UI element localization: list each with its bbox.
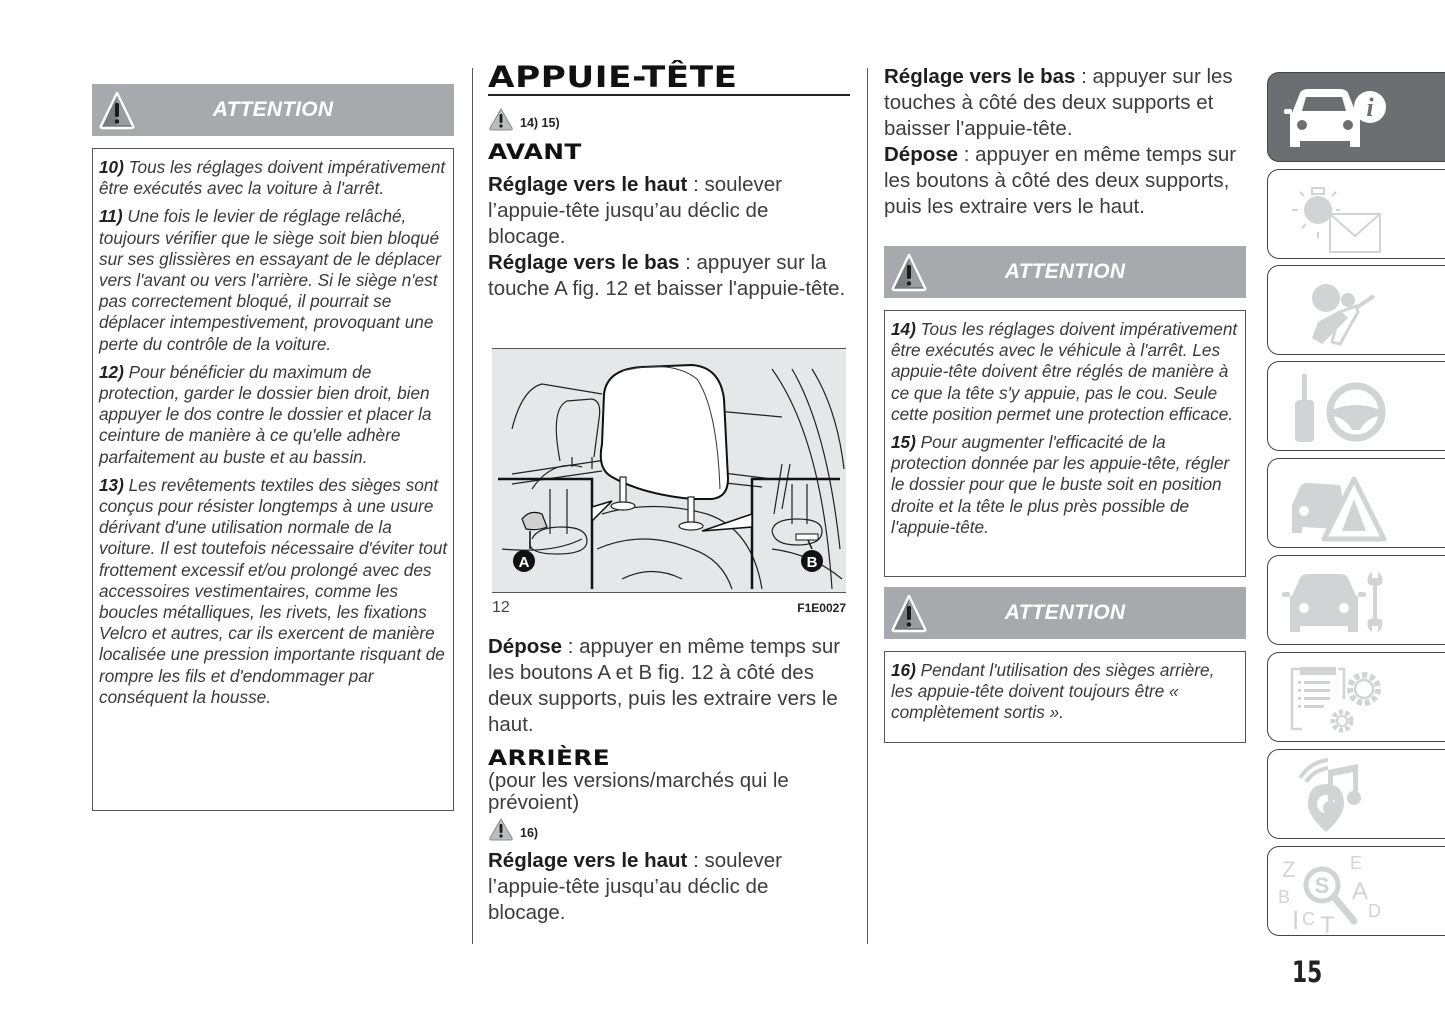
tab-starting-driving[interactable] (1267, 361, 1445, 451)
attention-item: 13) Les revêtements textiles des sièges sont conçus pour résister longtemps à une usure dérivant d'une utilisation normale de la voiture. Il est toutefois nécessaire d'éviter tout frottement excessif et/ou prolongé avec des accessoires vestimentaires, comme les boucles métalliques, les rivets, les fixations Velcro et autres, car ils exercent de manière localisée une pression importante risquant de rompre les fils et d'endommager par conséquent la housse. (99, 474, 448, 707)
front-adjust-down: Réglage vers le bas : appuyer sur la touche A fig. 12 et baisser l'appuie-tête. (488, 251, 846, 300)
rear-adjust-down: Réglage vers le bas : appuyer sur les touches à côté des deux supports et baisser l'appuie-tête. (884, 65, 1233, 140)
attention-header (92, 84, 454, 136)
attention-item: 15) Pour augmenter l'efficacité de la protection donnée par les appuie-tête, régler le dossier pour que le buste soit en position droite et la tête le plus près possible de l'appuie-tête. (891, 432, 1230, 537)
attention-title: ATTENTION (212, 98, 334, 121)
warning-triangle-icon (488, 107, 514, 131)
rear-adjust-up: Réglage vers le haut : soulever l’appuie-tête jusqu’au déclic de blocage. (488, 849, 782, 924)
technical-data-icon (1278, 659, 1388, 739)
middle-column-lower (488, 634, 850, 926)
headrest-figure (492, 348, 846, 593)
attention-item: 16) Pendant l'utilisation des sièges arrière, les appuie-tête doivent toujours être « complètement sortis ». (891, 660, 1215, 723)
tab-index[interactable] (1267, 846, 1445, 936)
warning-triangle-icon (890, 593, 928, 633)
svg-text:i: i (1366, 93, 1374, 122)
front-adjust-up: Réglage vers le haut : soulever l’appuie-tête jusqu’au déclic de blocage. (488, 173, 782, 248)
subsection-avant: AVANT (488, 140, 582, 164)
attention-item: 14) Tous les réglages doivent impérativement être exécutés avec le véhicule à l'arrêt. Les appuie-tête doivent être réglés de manière à ce que la tête s'y appuie, pas le cou. Seule cette position permet une protection efficace. (891, 319, 1238, 424)
tab-maintenance[interactable] (1267, 555, 1445, 645)
car-maintenance-icon (1278, 562, 1388, 642)
index-search-icon (1278, 853, 1388, 933)
section-title: APPUIE-TÊTE (488, 60, 738, 94)
warning-reference: 14) 15) (488, 106, 850, 132)
attention-item: 11) Une fois le levier de réglage relâché, toujours vérifier que le siège soit bien bloqué sur ses glissières en essayant de le déplacer vers l'avant ou vers l'arrière. Si le siège n'est pas correctement bloqué, il pourrait se déplacer intempestivement, provoquant une perte du contrôle de la voiture. (99, 206, 442, 354)
subsection-arriere: ARRIÈRE (488, 746, 610, 770)
attention-box (884, 310, 1246, 577)
svg-text:C: C (1302, 909, 1315, 929)
svg-text:A: A (1352, 878, 1369, 905)
tab-safety[interactable] (1267, 265, 1445, 355)
attention-box (92, 148, 454, 811)
attention-header (884, 246, 1246, 298)
front-removal: Dépose : appuyer en même temps sur les boutons A et B fig. 12 à côté des deux supports, puis les extraire vers le haut. (488, 635, 841, 736)
tab-warning-lights[interactable] (1267, 169, 1445, 259)
warning-triangle-icon (890, 252, 928, 292)
car-info-icon (1278, 79, 1388, 159)
tab-technical-data[interactable] (1267, 652, 1445, 742)
tab-emergency[interactable] (1267, 458, 1445, 548)
rear-removal: Dépose : appuyer en même temps sur les boutons à côté des deux supports, puis les extraire vers le haut. (884, 143, 1237, 218)
warning-triangle-icon (488, 817, 514, 841)
attention-box (884, 651, 1246, 743)
attention-header (884, 587, 1246, 639)
multimedia-icon (1278, 756, 1388, 836)
svg-text:B: B (806, 554, 818, 571)
warning-triangle-icon (98, 90, 136, 130)
title-rule (488, 94, 850, 96)
svg-text:E: E (1350, 853, 1363, 873)
figure-caption (492, 599, 846, 617)
tab-car-info[interactable] (1267, 72, 1445, 162)
attention-title: ATTENTION (1004, 260, 1126, 283)
svg-text:D: D (1368, 901, 1381, 921)
svg-text:Z: Z (1282, 857, 1296, 882)
headrest-illustration (492, 349, 846, 593)
warning-reference: 16) (488, 816, 850, 842)
svg-text:S: S (1314, 873, 1330, 898)
attention-item: 10) Tous les réglages doivent impérativement être exécutés avec la voiture à l'arrêt. (99, 157, 446, 199)
airbag-seatbelt-icon (1278, 272, 1388, 352)
svg-text:A: A (518, 554, 530, 571)
page-number: 15 (1292, 955, 1323, 989)
key-steering-wheel-icon (1278, 368, 1388, 448)
emergency-breakdown-icon (1278, 465, 1388, 545)
column-divider-right (867, 68, 868, 944)
svg-text:I: I (1292, 905, 1300, 933)
attention-title: ATTENTION (1004, 601, 1126, 624)
right-column (884, 64, 1246, 220)
middle-column (488, 60, 850, 302)
figure-number: 12 (492, 599, 510, 616)
svg-text:B: B (1278, 887, 1291, 907)
attention-item: 12) Pour bénéficier du maximum de protection, garder le dossier bien droit, bien appuyer le dos contre le dossier et placer la ceinture de manière à ce qu'elle adhère parfaitement au buste et au bassin. (99, 361, 432, 467)
svg-text:T: T (1320, 912, 1335, 933)
column-divider-left (472, 68, 473, 944)
rear-note: (pour les versions/marchés qui le prévoient) (488, 769, 789, 814)
warning-light-message-icon (1278, 176, 1388, 256)
figure-code: F1E0027 (797, 601, 846, 615)
tab-multimedia[interactable] (1267, 749, 1445, 839)
